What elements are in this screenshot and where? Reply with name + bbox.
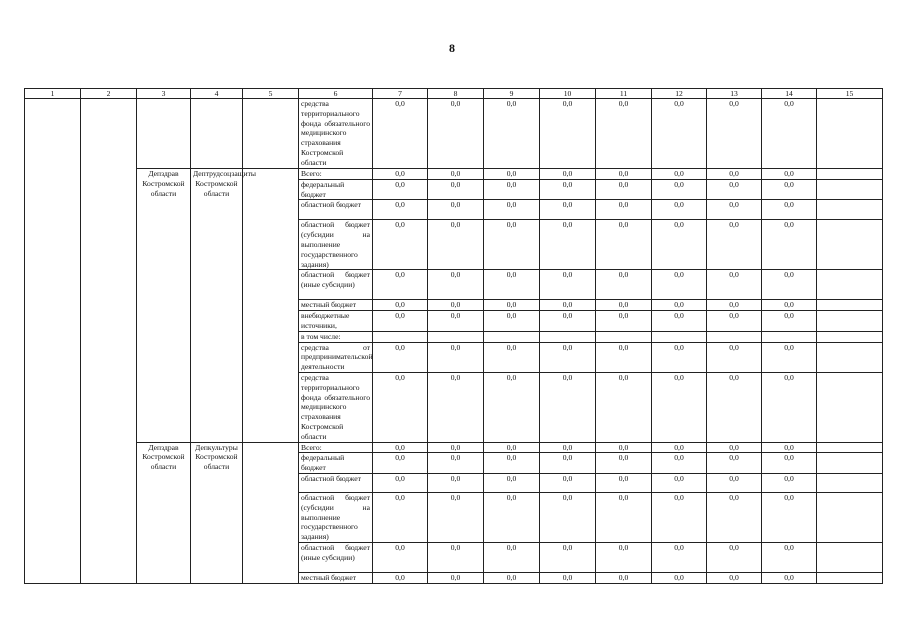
amount-cell: 0,0 bbox=[762, 179, 817, 200]
amount-cell: 0,0 bbox=[373, 169, 428, 180]
funding-source-cell: областной бюджет bbox=[299, 473, 373, 492]
amount-cell: 0,0 bbox=[652, 200, 707, 220]
amount-cell: 0,0 bbox=[596, 220, 652, 270]
funding-source-cell: Всего: bbox=[299, 442, 373, 453]
amount-cell: 0,0 bbox=[540, 572, 596, 583]
col-15-cell bbox=[817, 442, 883, 453]
amount-cell: 0,0 bbox=[484, 99, 540, 169]
amount-cell: 0,0 bbox=[540, 169, 596, 180]
amount-cell: 0,0 bbox=[707, 311, 762, 332]
amount-cell: 0,0 bbox=[540, 200, 596, 220]
amount-cell: 0,0 bbox=[707, 300, 762, 311]
amount-cell: 0,0 bbox=[762, 542, 817, 572]
amount-cell bbox=[652, 331, 707, 342]
responsible-agency-cell: Депздрав Костромской области bbox=[137, 442, 191, 583]
amount-cell: 0,0 bbox=[484, 270, 540, 300]
col-15-cell bbox=[817, 473, 883, 492]
col-5-cell bbox=[243, 442, 299, 583]
amount-cell: 0,0 bbox=[373, 99, 428, 169]
col-15-cell bbox=[817, 220, 883, 270]
table-row bbox=[25, 169, 883, 180]
amount-cell bbox=[428, 331, 484, 342]
co-executor-cell bbox=[191, 99, 243, 169]
amount-cell: 0,0 bbox=[540, 453, 596, 474]
column-number-3: 3 bbox=[137, 89, 191, 99]
funding-source-cell: местный бюджет bbox=[299, 572, 373, 583]
amount-cell: 0,0 bbox=[762, 492, 817, 542]
column-number-4: 4 bbox=[191, 89, 243, 99]
amount-cell: 0,0 bbox=[762, 453, 817, 474]
amount-cell: 0,0 bbox=[428, 311, 484, 332]
amount-cell: 0,0 bbox=[484, 220, 540, 270]
amount-cell: 0,0 bbox=[373, 453, 428, 474]
amount-cell: 0,0 bbox=[762, 372, 817, 442]
amount-cell: 0,0 bbox=[707, 442, 762, 453]
amount-cell bbox=[484, 331, 540, 342]
amount-cell: 0,0 bbox=[484, 372, 540, 442]
amount-cell: 0,0 bbox=[762, 200, 817, 220]
funding-source-cell: областной бюджет (субсидии на выполнение государственного задания) bbox=[299, 492, 373, 542]
amount-cell bbox=[373, 331, 428, 342]
amount-cell bbox=[762, 331, 817, 342]
co-executor-cell: Дептрудсоцзащиты Костромской области bbox=[191, 169, 243, 443]
funding-source-cell: средства территориального фонда обязательного медицинского страхования Костромской области bbox=[299, 372, 373, 442]
amount-cell: 0,0 bbox=[762, 311, 817, 332]
amount-cell: 0,0 bbox=[707, 270, 762, 300]
amount-cell: 0,0 bbox=[652, 492, 707, 542]
amount-cell: 0,0 bbox=[596, 270, 652, 300]
col-15-cell bbox=[817, 300, 883, 311]
amount-cell: 0,0 bbox=[652, 453, 707, 474]
amount-cell: 0,0 bbox=[484, 492, 540, 542]
col-15-cell bbox=[817, 542, 883, 572]
amount-cell: 0,0 bbox=[428, 200, 484, 220]
amount-cell: 0,0 bbox=[762, 442, 817, 453]
amount-cell: 0,0 bbox=[652, 311, 707, 332]
amount-cell: 0,0 bbox=[652, 169, 707, 180]
amount-cell: 0,0 bbox=[707, 372, 762, 442]
col-15-cell bbox=[817, 200, 883, 220]
amount-cell: 0,0 bbox=[540, 270, 596, 300]
responsible-agency-cell: Депздрав Костромской области bbox=[137, 169, 191, 443]
column-number-13: 13 bbox=[707, 89, 762, 99]
col-15-cell bbox=[817, 453, 883, 474]
amount-cell: 0,0 bbox=[484, 179, 540, 200]
amount-cell: 0,0 bbox=[373, 311, 428, 332]
amount-cell: 0,0 bbox=[373, 179, 428, 200]
amount-cell: 0,0 bbox=[428, 492, 484, 542]
amount-cell: 0,0 bbox=[762, 300, 817, 311]
column-number-10: 10 bbox=[540, 89, 596, 99]
amount-cell: 0,0 bbox=[428, 99, 484, 169]
amount-cell: 0,0 bbox=[484, 300, 540, 311]
table-row bbox=[25, 99, 883, 169]
col-1-cell bbox=[25, 99, 81, 584]
amount-cell: 0,0 bbox=[596, 342, 652, 372]
amount-cell: 0,0 bbox=[707, 473, 762, 492]
amount-cell: 0,0 bbox=[596, 300, 652, 311]
amount-cell: 0,0 bbox=[484, 169, 540, 180]
amount-cell: 0,0 bbox=[428, 220, 484, 270]
amount-cell: 0,0 bbox=[428, 572, 484, 583]
amount-cell: 0,0 bbox=[428, 169, 484, 180]
amount-cell: 0,0 bbox=[707, 542, 762, 572]
amount-cell: 0,0 bbox=[596, 453, 652, 474]
amount-cell: 0,0 bbox=[540, 372, 596, 442]
amount-cell: 0,0 bbox=[596, 542, 652, 572]
col-5-cell bbox=[243, 99, 299, 169]
co-executor-cell: Депкультуры Костромской области bbox=[191, 442, 243, 583]
column-number-2: 2 bbox=[81, 89, 137, 99]
column-number-11: 11 bbox=[596, 89, 652, 99]
col-15-cell bbox=[817, 372, 883, 442]
amount-cell: 0,0 bbox=[596, 492, 652, 542]
amount-cell: 0,0 bbox=[652, 300, 707, 311]
amount-cell bbox=[540, 331, 596, 342]
amount-cell: 0,0 bbox=[484, 572, 540, 583]
amount-cell: 0,0 bbox=[652, 372, 707, 442]
amount-cell: 0,0 bbox=[428, 542, 484, 572]
col-15-cell bbox=[817, 99, 883, 169]
amount-cell: 0,0 bbox=[596, 473, 652, 492]
amount-cell: 0,0 bbox=[596, 572, 652, 583]
amount-cell: 0,0 bbox=[540, 99, 596, 169]
amount-cell bbox=[707, 331, 762, 342]
amount-cell: 0,0 bbox=[596, 372, 652, 442]
amount-cell: 0,0 bbox=[373, 220, 428, 270]
col-15-cell bbox=[817, 342, 883, 372]
amount-cell: 0,0 bbox=[373, 270, 428, 300]
amount-cell: 0,0 bbox=[373, 542, 428, 572]
amount-cell: 0,0 bbox=[762, 270, 817, 300]
column-number-7: 7 bbox=[373, 89, 428, 99]
amount-cell: 0,0 bbox=[762, 169, 817, 180]
amount-cell: 0,0 bbox=[707, 342, 762, 372]
amount-cell: 0,0 bbox=[428, 453, 484, 474]
amount-cell: 0,0 bbox=[428, 270, 484, 300]
funding-source-cell: в том числе: bbox=[299, 331, 373, 342]
funding-source-cell: внебюджетные источники, bbox=[299, 311, 373, 332]
amount-cell: 0,0 bbox=[484, 542, 540, 572]
budget-table bbox=[24, 88, 883, 584]
amount-cell: 0,0 bbox=[540, 473, 596, 492]
col-2-cell bbox=[81, 99, 137, 584]
amount-cell: 0,0 bbox=[707, 200, 762, 220]
amount-cell: 0,0 bbox=[652, 473, 707, 492]
amount-cell: 0,0 bbox=[484, 442, 540, 453]
amount-cell: 0,0 bbox=[484, 311, 540, 332]
amount-cell bbox=[596, 331, 652, 342]
column-number-8: 8 bbox=[428, 89, 484, 99]
funding-source-cell: Всего: bbox=[299, 169, 373, 180]
amount-cell: 0,0 bbox=[540, 342, 596, 372]
funding-source-cell: областной бюджет (субсидии на выполнение государственного задания) bbox=[299, 220, 373, 270]
amount-cell: 0,0 bbox=[484, 473, 540, 492]
amount-cell: 0,0 bbox=[373, 442, 428, 453]
funding-source-cell: средства территориального фонда обязательного медицинского страхования Костромской области bbox=[299, 99, 373, 169]
column-number-row bbox=[25, 89, 883, 99]
funding-source-cell: федеральный бюджет bbox=[299, 179, 373, 200]
col-15-cell bbox=[817, 331, 883, 342]
table-body bbox=[25, 99, 883, 584]
amount-cell: 0,0 bbox=[540, 220, 596, 270]
amount-cell: 0,0 bbox=[540, 442, 596, 453]
amount-cell: 0,0 bbox=[540, 179, 596, 200]
funding-source-cell: федеральный бюджет bbox=[299, 453, 373, 474]
amount-cell: 0,0 bbox=[652, 99, 707, 169]
amount-cell: 0,0 bbox=[707, 169, 762, 180]
table-row bbox=[25, 442, 883, 453]
funding-source-cell: областной бюджет bbox=[299, 200, 373, 220]
page-number: 8 bbox=[449, 41, 455, 55]
amount-cell: 0,0 bbox=[428, 342, 484, 372]
amount-cell: 0,0 bbox=[373, 372, 428, 442]
amount-cell: 0,0 bbox=[484, 453, 540, 474]
amount-cell: 0,0 bbox=[652, 572, 707, 583]
amount-cell: 0,0 bbox=[707, 492, 762, 542]
column-number-14: 14 bbox=[762, 89, 817, 99]
column-number-1: 1 bbox=[25, 89, 81, 99]
column-number-15: 15 bbox=[817, 89, 883, 99]
column-number-5: 5 bbox=[243, 89, 299, 99]
amount-cell: 0,0 bbox=[596, 169, 652, 180]
amount-cell: 0,0 bbox=[540, 300, 596, 311]
amount-cell: 0,0 bbox=[373, 342, 428, 372]
amount-cell: 0,0 bbox=[596, 179, 652, 200]
amount-cell: 0,0 bbox=[652, 542, 707, 572]
amount-cell: 0,0 bbox=[652, 179, 707, 200]
responsible-agency-cell bbox=[137, 99, 191, 169]
amount-cell: 0,0 bbox=[707, 179, 762, 200]
amount-cell: 0,0 bbox=[596, 200, 652, 220]
amount-cell: 0,0 bbox=[652, 342, 707, 372]
amount-cell: 0,0 bbox=[762, 473, 817, 492]
amount-cell: 0,0 bbox=[707, 572, 762, 583]
amount-cell: 0,0 bbox=[428, 473, 484, 492]
amount-cell: 0,0 bbox=[762, 99, 817, 169]
amount-cell: 0,0 bbox=[373, 572, 428, 583]
amount-cell: 0,0 bbox=[540, 311, 596, 332]
funding-source-cell: средства от предпринимательской деятельности bbox=[299, 342, 373, 372]
amount-cell: 0,0 bbox=[428, 372, 484, 442]
funding-source-cell: местный бюджет bbox=[299, 300, 373, 311]
amount-cell: 0,0 bbox=[652, 220, 707, 270]
amount-cell: 0,0 bbox=[373, 473, 428, 492]
col-15-cell bbox=[817, 169, 883, 180]
amount-cell: 0,0 bbox=[428, 179, 484, 200]
amount-cell: 0,0 bbox=[762, 572, 817, 583]
column-number-6: 6 bbox=[299, 89, 373, 99]
amount-cell: 0,0 bbox=[596, 442, 652, 453]
col-15-cell bbox=[817, 492, 883, 542]
funding-source-cell: областной бюджет (иные субсидии) bbox=[299, 270, 373, 300]
col-15-cell bbox=[817, 572, 883, 583]
amount-cell: 0,0 bbox=[373, 300, 428, 311]
amount-cell: 0,0 bbox=[596, 311, 652, 332]
amount-cell: 0,0 bbox=[540, 542, 596, 572]
amount-cell: 0,0 bbox=[652, 442, 707, 453]
amount-cell: 0,0 bbox=[428, 442, 484, 453]
amount-cell: 0,0 bbox=[707, 453, 762, 474]
amount-cell: 0,0 bbox=[373, 492, 428, 542]
amount-cell: 0,0 bbox=[373, 200, 428, 220]
amount-cell: 0,0 bbox=[484, 342, 540, 372]
amount-cell: 0,0 bbox=[484, 200, 540, 220]
amount-cell: 0,0 bbox=[540, 492, 596, 542]
amount-cell: 0,0 bbox=[596, 99, 652, 169]
amount-cell: 0,0 bbox=[707, 99, 762, 169]
amount-cell: 0,0 bbox=[707, 220, 762, 270]
funding-source-cell: областной бюджет (иные субсидии) bbox=[299, 542, 373, 572]
col-15-cell bbox=[817, 311, 883, 332]
column-number-9: 9 bbox=[484, 89, 540, 99]
col-5-cell bbox=[243, 169, 299, 443]
col-15-cell bbox=[817, 270, 883, 300]
amount-cell: 0,0 bbox=[762, 220, 817, 270]
amount-cell: 0,0 bbox=[428, 300, 484, 311]
col-15-cell bbox=[817, 179, 883, 200]
amount-cell: 0,0 bbox=[652, 270, 707, 300]
column-number-12: 12 bbox=[652, 89, 707, 99]
amount-cell: 0,0 bbox=[762, 342, 817, 372]
